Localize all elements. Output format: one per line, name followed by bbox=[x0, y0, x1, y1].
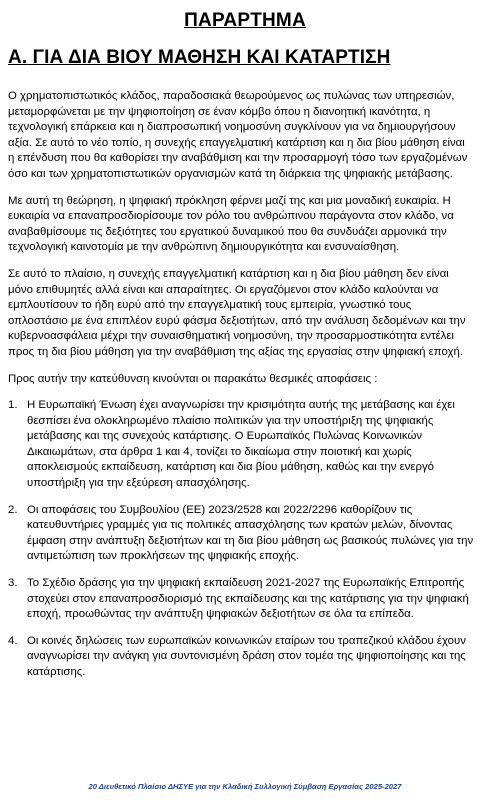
list-item-number: 2. bbox=[8, 503, 18, 516]
list-item-number: 3. bbox=[8, 577, 18, 590]
page-footer: 20 Διευθετικό Πλαίσιο ΔΗΣΥΕ για την Κλαδική Συλλογική Σύμβαση Εργασίας 2025-2027 bbox=[88, 782, 402, 791]
list-item-number: 4. bbox=[8, 634, 18, 647]
section-heading-prefix: Α. bbox=[8, 47, 28, 68]
body-content bbox=[8, 89, 474, 692]
list-item-text: Η Ευρωπαϊκή Ένωση έχει αναγνωρίσει την κρισιμότητα αυτής της μετάβασης και έχει θεσπίσει ένα ολοκληρωμένο πλαίσιο πολιτικών για την υποστήριξη της ψηφιακής μετάβασης και της συνεχούς κατάρτισης. Ο Ευρωπαϊκός Πυλώνας Κοινωνικών Δικαιωμάτων, στα άρθρα 1 και 4, τονίζει το δικαίωμα στην ποιοτική και χωρίς αποκλεισμούς εκπαίδευση, κατάρτιση και δια βίου μάθηση, καθώς και την ενεργό υποστήριξη για την εξεύρεση απασχόλησης. bbox=[27, 399, 455, 490]
list-item-text: Οι κοινές δηλώσεις των ευρωπαϊκών κοινωνικών εταίρων του τραπεζικού κλάδου έχουν αναγνωρίσει την ανάγκη για συντονισμένη δράση στον τομέα της ψηφιοποίησης και της κατάρτισης. bbox=[27, 634, 466, 678]
list-item-text: Οι αποφάσεις του Συμβουλίου (ΕΕ) 2023/2528 και 2022/2296 καθορίζουν τις κατευθυντήριες γραμμές για τις πολιτικές απασχόλησης των κρατών μελών, δίνοντας έμφαση στην ανάπτυξη δεξιοτήτων και τη δια βίου μάθηση ως βασικούς πυλώνες για την αντιμετώπιση των προκλήσεων της ψηφιακής εποχής. bbox=[27, 503, 474, 563]
paragraph: Σε αυτό το πλαίσιο, η συνεχής επαγγελματική κατάρτιση και η δια βίου μάθηση δεν είναι μόνο επιθυμητές αλλά είναι και απαραίτητες. Οι εργαζόμενοι στον κλάδο καλούνται να εμπλουτίσουν το ήδη ευρύ από την επαγγελματική τους εμπειρία, γνωστικό τους οπλοστάσιο με ένα επιπλέον ευρύ φάσμα δεξιοτήτων, από την ανάλυση δεδομένων και την κυβερνοασφάλεια μέχρι την συναισθηματική νοημοσύνη, την προσαρμοστικότητα εντέλει προς τη δια βίου μάθηση για την αναβάθμιση της αξίας της εργασίας στην ψηφιακή εποχή. bbox=[8, 267, 466, 358]
list-item bbox=[8, 503, 474, 565]
decisions-list bbox=[8, 398, 474, 681]
decisions-lead: Προς αυτήν την κατεύθυνση κινούνται οι παρακάτω θεσμικές αποφάσεις : bbox=[8, 372, 378, 385]
list-item bbox=[8, 576, 474, 623]
paragraph: Ο χρηματοπιστωτικός κλάδος, παραδοσιακά θεωρούμενος ως πυλώνας των υπηρεσιών, μεταμορφώνεται με την ψηφιοποίηση σε έναν κόμβο όπου η διανοητική ικανότητα, η τεχνολογική επάρκεια και η διαπροσωπική νοημοσύνη συγκλίνουν για να δημιουργήσουν αξία. Σε αυτό το νέο τοπίο, η συνεχής επαγγελματική κατάρτιση και η δια βίου μάθηση είναι η επένδυση που θα καθορίσει την αναβάθμιση και την προσαρμογή τόσο των εργαζομένων όσο και των χρηματοπιστωτικών οργανισμών κατά τη διάρκεια της ψηφιακής μετάβασης. bbox=[8, 90, 468, 180]
list-item-text: Το Σχέδιο δράσης για την ψηφιακή εκπαίδευση 2021-2027 της Ευρωπαϊκής Επιτροπής στοχεύει στον επαναπροσδιορισμό της εκπαίδευσης και της κατάρτισης για την ψηφιακή εποχή, προωθώντας την ανάπτυξη ψηφιακών δεξιοτήτων σε όλα τα επίπεδα. bbox=[27, 577, 469, 621]
paragraph: Με αυτή τη θεώρηση, η ψηφιακή πρόκληση φέρνει μαζί της και μια μοναδική ευκαιρία. Η ευκαιρία να επαναπροσδιορίσουμε τον ρόλο του ανθρώπινου παράγοντα στον κλάδο, να αναβαθμίσουμε τις δεξιότητες του εργατικού δυναμικού που θα συνδυάζει αρμονικά την τεχνολογική καινοτομία με την ανθρώπινη δημιουργικότητα και ενσυναίσθηση. bbox=[8, 194, 454, 254]
list-item-number: 1. bbox=[8, 399, 18, 412]
section-heading bbox=[8, 47, 390, 69]
page-title: ΠΑΡΑΡΤΗΜΑ bbox=[184, 10, 306, 31]
list-item bbox=[8, 398, 474, 492]
section-heading-text: ΓΙΑ ΔΙΑ ΒΙΟΥ ΜΑΘΗΣΗ ΚΑΙ ΚΑΤΑΡΤΙΣΗ bbox=[27, 47, 391, 68]
list-item bbox=[8, 634, 474, 681]
